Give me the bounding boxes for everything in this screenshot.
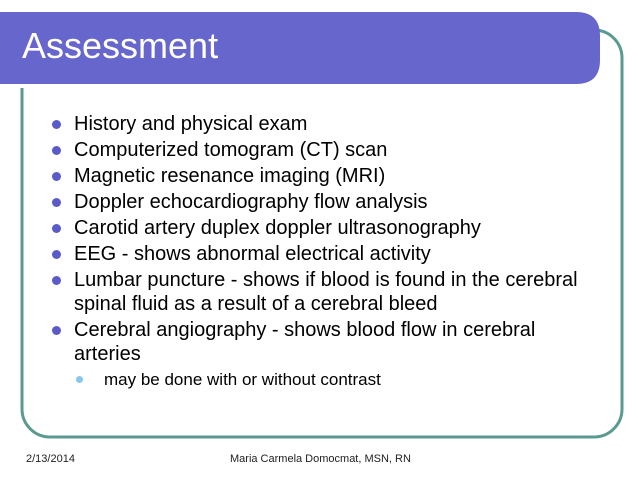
bullet-item [52,190,592,214]
bullet-text: Magnetic resenance imaging (MRI) [74,165,386,187]
bullet-dot-icon [52,276,61,285]
bullet-item [52,318,592,391]
bullet-text: Lumbar puncture - shows if blood is found in the cerebral spinal fluid as a result of a cerebral bleed [74,269,578,315]
bullet-dot-icon [52,172,61,181]
bullet-dot-icon [52,120,61,129]
bullet-item [52,268,592,316]
bullet-text: Doppler echocardiography flow analysis [74,191,428,213]
bullet-dot-icon [52,146,61,155]
bullet-item [52,112,592,136]
bullet-item [52,164,592,188]
bullet-dot-icon [52,326,61,335]
bullet-dot-icon [52,224,61,233]
slide-title: Assessment [22,25,219,66]
bullet-list [52,112,592,393]
bullet-item [52,138,592,162]
footer-author: Maria Carmela Domocmat, MSN, RN [230,453,411,465]
bullet-dot-icon [52,198,61,207]
bullet-text: EEG - shows abnormal electrical activity [74,243,431,265]
sub-bullet-text: may be done with or without contrast [104,370,381,389]
bullet-item [52,216,592,240]
bullet-dot-icon [52,250,61,259]
bullet-text: History and physical exam [74,113,308,135]
bullet-text: Cerebral angiography - shows blood flow in cerebral arteries [74,319,536,365]
bullet-item [52,242,592,266]
sub-bullet-item [76,369,592,391]
bullet-text: Carotid artery duplex doppler ultrasonography [74,217,481,239]
sub-bullet-dot-icon [76,376,83,383]
title-divider [0,84,605,88]
bullet-text: Computerized tomogram (CT) scan [74,139,388,161]
sub-bullet-list [76,369,592,391]
footer-date: 2/13/2014 [26,453,75,465]
